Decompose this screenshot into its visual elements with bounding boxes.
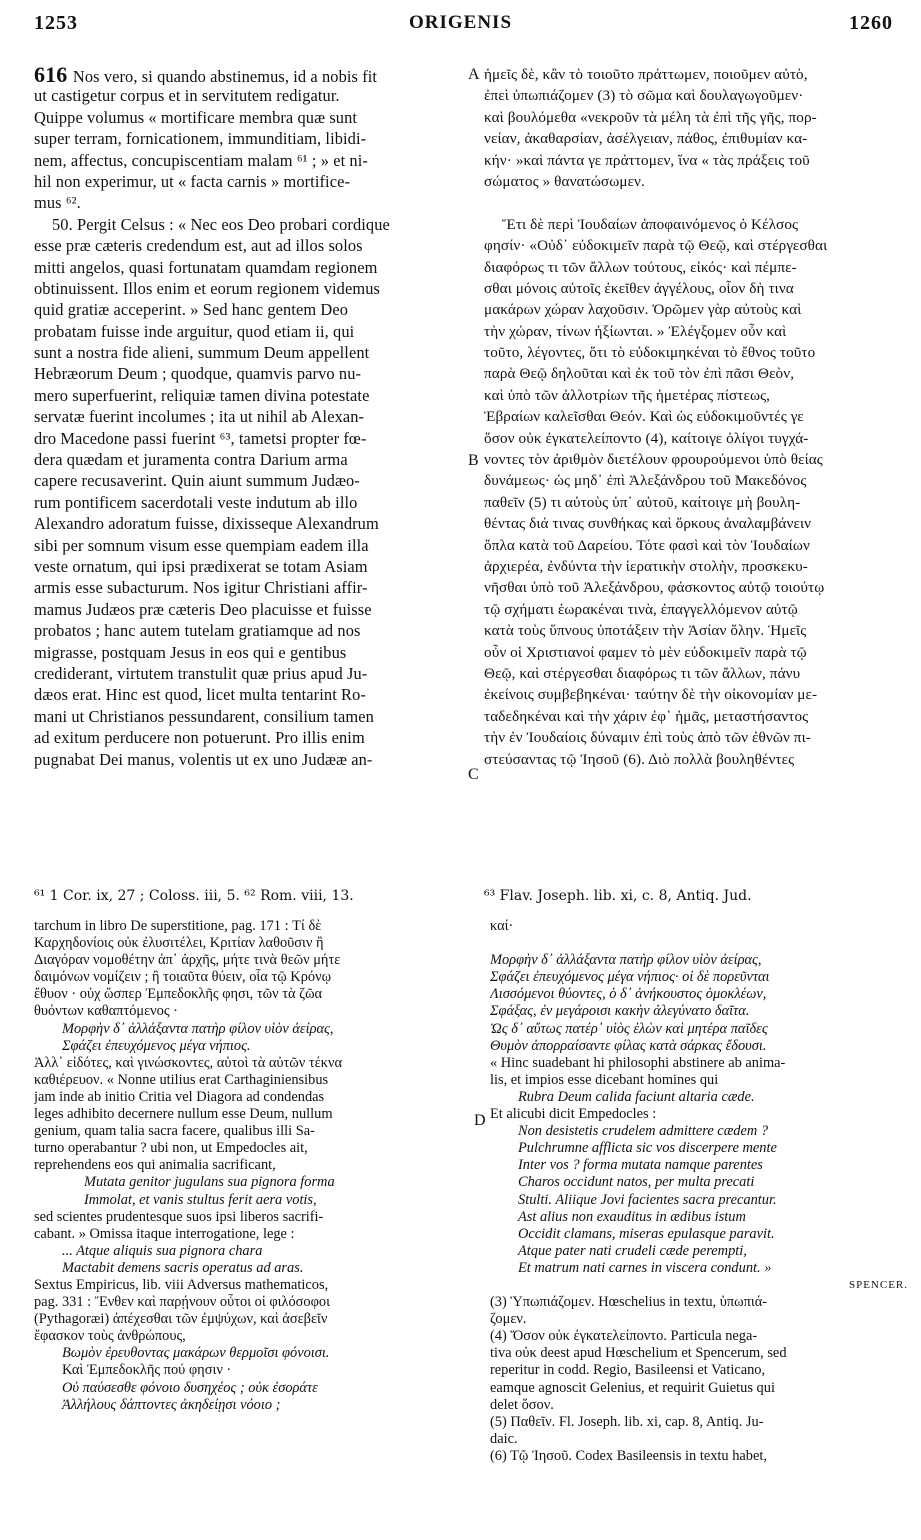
greek-text-line: ἀρχιερέα, ἐνδύντα τὴν ἱερατικὴν στολὴν, προσκεκυ- bbox=[484, 557, 808, 575]
commentary-left-line: Mactabit demens sacris operatus ad aras. bbox=[62, 1259, 304, 1276]
greek-text-line: Θεῷ, καὶ στέργεσθαι διαφόρως τι τῶν ἄλλων, πάνυ bbox=[484, 664, 801, 682]
greek-text-line: δυνάμεως· ὡς μηδ᾽ ἐπὶ Ἀλεξάνδρου τοῦ Μακεδόνος bbox=[484, 472, 807, 490]
commentary-right-line: tiva οὐκ deest apud Hœschelium et Spencerum, sed bbox=[490, 1345, 787, 1362]
latin-text-line: 50. Pergit Celsus : « Nec eos Deo probari cordique bbox=[52, 214, 390, 234]
latin-text-line: servatæ fuerint incolumes ; ita ut nihil ab Alexan- bbox=[34, 407, 365, 427]
greek-text-line: νοντες τὸν ἀριθμὸν διετέλουν φρουρούμενοι ὑπὸ θείας bbox=[484, 451, 823, 469]
greek-text-line: νῆσθαι ὑπὸ τοῦ Ἀλεξάνδρου, φάσκοντος αὐτῷ τοιούτῳ bbox=[484, 579, 825, 597]
commentary-right-line: eamque agnoscit Gelenius, et requirit Guietus qui bbox=[490, 1379, 775, 1396]
greek-text-line: νείαν, ἀκαθαρσίαν, ἀσέλγειαν, πάθος, ἐπιθυμίαν κα- bbox=[484, 130, 808, 148]
latin-text-line: capere recusaverint. Quin aiunt summum Judæo- bbox=[34, 471, 360, 491]
commentary-right-line: reperitur in codd. Regio, Basileensi et Vaticano, bbox=[490, 1362, 766, 1379]
commentary-left-line: ἔθυον · οὐχ ὥσπερ Ἐμπεδοκλῆς φησι, τῶν τὰ ζῶα bbox=[34, 986, 323, 1003]
commentary-right-line: Rubra Deum calida faciunt altaria cæde. bbox=[518, 1088, 755, 1105]
commentary-right-line: Σφάζει ἐπευχόμενος μέγα νήπιος· οἱ δὲ πορεῦνται bbox=[490, 969, 770, 986]
greek-text-line: κήν· »καὶ πάντα γε πράττομεν, ἵνα « τὰς πράξεις τοῦ bbox=[484, 151, 810, 169]
running-title: ORIGENIS bbox=[408, 12, 513, 33]
greek-text-line: ἐκείνοις συμβεβηκέναι· ταύτην δὲ τὴν οἰκονομίαν με- bbox=[484, 686, 818, 704]
commentary-right-line: SPENCER. bbox=[848, 1278, 908, 1291]
latin-text-line: Hebræorum Deum ; quodque, quamvis parvo nu- bbox=[34, 364, 362, 384]
margin-letter-a: A bbox=[468, 66, 480, 83]
commentary-right-line: ζομεν. bbox=[490, 1311, 527, 1328]
margin-letter-b: B bbox=[468, 452, 479, 469]
greek-text-line: σώματος » θανατώσωμεν. bbox=[484, 172, 645, 190]
latin-text-line: mamus Judæos præ cæteris Deo placuisse et fuisse bbox=[34, 599, 372, 619]
latin-text-line: ut castigetur corpus et in servitutem redigatur. bbox=[34, 86, 340, 106]
latin-text-line: obtinuissent. Illos enim et eorum regionem videmus bbox=[34, 278, 380, 298]
commentary-left-line: Sextus Empiricus, lib. viii Adversus mathematicos, bbox=[34, 1276, 329, 1293]
latin-text-line: mani ut Christianos pessundarent, consilium tamen bbox=[34, 706, 374, 726]
commentary-right-line: Inter vos ? forma mutata namque parentes bbox=[518, 1157, 763, 1174]
latin-text-line: quid gratiæ acceperint. » Sed hanc gentem Deo bbox=[34, 300, 348, 320]
greek-text-line: κατὰ τοὺς ὕπνους ὑποτάξειν τὴν Ἀσίαν ὅλην. Ἡμεῖς bbox=[484, 622, 807, 640]
commentary-left-line: cabant. » Omissa itaque interrogatione, lege : bbox=[34, 1225, 295, 1242]
greek-text-line: Ἔτι δὲ περὶ Ἰουδαίων ἀποφαινόμενος ὁ Κέλσος bbox=[502, 215, 799, 233]
commentary-left-line: Βωμὸν ἐρευθοντας μακάρων θερμοῖσι φόνοισι. bbox=[62, 1345, 330, 1362]
greek-text-line: φησίν· «Οὐδ᾽ εὐδοκιμεῖν παρὰ τῷ Θεῷ, καὶ στέργεσθαι bbox=[484, 237, 828, 255]
latin-text-line: nem, affectus, concupiscentiam malam ⁶¹ ; » et ni- bbox=[34, 150, 368, 170]
latin-text-line: pugnabat Dei manus, volentis ut ex uno Judææ an- bbox=[34, 749, 373, 769]
latin-text-line: sunt a nostra fide alieni, summum Deum appellent bbox=[34, 343, 370, 363]
commentary-left-line: Immolat, et vanis stultus ferit aera votis, bbox=[84, 1191, 317, 1208]
latin-text-line: dro Macedone passi fuerint ⁶³, tametsi propter fœ- bbox=[34, 428, 367, 448]
commentary-right-line: (3) Ὑπωπιάζομεν. Hœschelius in textu, ὑπωπιά- bbox=[490, 1294, 768, 1311]
latin-text-line: esse præ cæteris credendum est, aut ad illos solos bbox=[34, 236, 363, 256]
greek-text-line: θέντας διά τινας συνθήκας καὶ ὅρκους ἀναλαμβάνειν bbox=[484, 515, 812, 533]
commentary-left-line: genium, quam talia sacra facere, qualibus illi Sa- bbox=[34, 1123, 315, 1140]
greek-text-line: παθεῖν (5) τι αὐτοὺς ὑπ᾽ αὐτοῦ, καίτοιγε μὴ βουλη- bbox=[484, 493, 801, 511]
commentary-left-line: turno operabantur ? ubi non, ut Empedocles ait, bbox=[34, 1140, 308, 1157]
latin-text-line: ad exitum perducere non potuerunt. Pro illis enim bbox=[34, 728, 365, 748]
commentary-right-line: daic. bbox=[490, 1430, 518, 1447]
footnotes-left: ⁶¹ 1 Cor. ix, 27 ; Coloss. iii, 5. ⁶² Rom. viii, 13. bbox=[34, 888, 354, 904]
commentary-left-line: Μορφὴν δ᾽ ἀλλάξαντα πατὴρ φίλον υἱὸν ἀείρας, bbox=[62, 1020, 334, 1037]
page-number-left: 1253 bbox=[34, 12, 78, 34]
running-header bbox=[0, 6, 921, 36]
commentary-right-line: Ὡς δ᾽ αὔτως πατέρ᾽ υἱὸς ἑλὼν καὶ μητέρα παῖδες bbox=[490, 1020, 768, 1037]
latin-text-line: super terram, fornicationem, immunditiam, libidi- bbox=[34, 129, 367, 149]
latin-text-line: crediderant, virtutem transtulit quæ prius apud Ju- bbox=[34, 663, 368, 683]
greek-text-line: παρὰ Θεῷ δηλοῦται καὶ ἐκ τοῦ τὸν ἐπὶ πᾶσι Θεὸν, bbox=[484, 365, 795, 383]
commentary-right-line: Λισσόμενοι θύοντες, ὁ δ᾽ ἀνήκουστος ὁμοκλέων, bbox=[490, 986, 767, 1003]
greek-text-line: μακάρων χώραν λαχοῦσιν. Ὁρῶμεν γὰρ αὐτοὺς καὶ bbox=[484, 301, 802, 319]
latin-text-line: mitti angelos, quasi fortunatam quamdam regionem bbox=[34, 257, 378, 277]
latin-text-line bbox=[34, 64, 462, 85]
commentary-right-line: Μορφὴν δ᾽ ἀλλάξαντα πατὴρ φίλον υἱὸν ἀείρας, bbox=[490, 952, 762, 969]
commentary-left-line: sed scientes prudentesque suos ipsi liberos sacrifi- bbox=[34, 1208, 324, 1225]
commentary-left-line: ... Atque aliquis sua pignora chara bbox=[62, 1242, 263, 1259]
commentary-left-line: Ἀλλ᾽ εἰδότες, καὶ γινώσκοντες, αὐτοὶ τὰ αὐτῶν τέκνα bbox=[34, 1054, 342, 1071]
commentary-left-line: ἔφασκον τοὺς ἀνθρώπους, bbox=[34, 1328, 186, 1345]
margin-letter-d: D bbox=[474, 1112, 486, 1129]
commentary-left-line: tarchum in libro De superstitione, pag. 171 : Τί δὲ bbox=[34, 918, 322, 934]
greek-text-line: στεύσαντας τῷ Ἰησοῦ (6). Διὸ πολλὰ βουληθέντες bbox=[484, 750, 795, 768]
commentary-right-line: Charos occidunt natos, per multa precati bbox=[518, 1174, 755, 1191]
greek-text-line: ὅπλα κατὰ τοῦ Δαρείου. Τότε φασὶ καὶ τὸν Ἰουδαίων bbox=[484, 536, 810, 554]
greek-text-column bbox=[484, 64, 904, 770]
commentary-left-line: pag. 331 : Ἔνθεν καὶ παρῄνουν οὗτοι οἱ φιλόσοφοι bbox=[34, 1294, 330, 1311]
greek-text-line: ἐπεὶ ὑπωπιάζομεν (3) τὸ σῶμα καὶ δουλαγωγοῦμεν· bbox=[484, 87, 804, 105]
commentary-right-line: (4) Ὅσον οὐκ ἐγκατελείποντο. Particula nega- bbox=[490, 1328, 758, 1345]
commentary-right-line bbox=[490, 935, 908, 952]
footnotes-right: ⁶³ Flav. Joseph. lib. xi, c. 8, Antiq. Jud. bbox=[484, 888, 752, 904]
latin-text-line: armis esse subacturum. Nos igitur Christiani affir- bbox=[34, 578, 368, 598]
section-number: 616 bbox=[34, 64, 73, 86]
greek-text-line: καὶ βουλόμεθα «νεκροῦν τὰ μέλη τὰ ἐπὶ τῆς γῆς, πορ- bbox=[484, 108, 817, 126]
commentary-right-line: Occidit clamans, miseras epulasque paravit. bbox=[518, 1225, 775, 1242]
commentary-right-line: Et matrum nati carnes in viscera condunt. » bbox=[518, 1259, 772, 1276]
commentary-left-line: reprehendens eos qui animalia sacrificant, bbox=[34, 1157, 276, 1174]
commentary-right-line: Atque pater nati crudeli cæde perempti, bbox=[518, 1242, 747, 1259]
greek-text-line: τοῦτο, λέγοντες, ὅτι τὸ εὐδοκιμηκέναι τὸ ἔθνος τοῦτο bbox=[484, 344, 816, 362]
commentary-right-line: (5) Παθεῖν. Fl. Joseph. lib. xi, cap. 8, Antiq. Ju- bbox=[490, 1413, 764, 1430]
commentary-left-line: Καρχηδονίοις οὐκ ἐλυσιτέλει, Κριτίαν λαθοῦσιν ἢ bbox=[34, 935, 324, 952]
commentary-right-line: Et alicubi dicit Empedocles : bbox=[490, 1106, 657, 1123]
margin-letter-c: C bbox=[468, 766, 479, 783]
greek-text-line: καὶ ὑπὸ τῶν ἀλλοτρίων τῆς ἡμετέρας πίστεως, bbox=[484, 386, 771, 404]
commentary-left-line: jam inde ab initio Critia vel Diagora ad condendas bbox=[34, 1088, 325, 1105]
commentary-right-line: « Hinc suadebant hi philosophi abstinere ab anima- bbox=[490, 1054, 786, 1071]
latin-text-line: hil non experimur, ut « facta carnis » mortifice- bbox=[34, 171, 351, 191]
commentary-right-line: (6) Τῷ Ἰησοῦ. Codex Basileensis in textu habet, bbox=[490, 1447, 767, 1464]
page-number-right: 1260 bbox=[849, 12, 893, 34]
text-run: Nos vero, si quando abstinemus, id a nobis fit bbox=[72, 67, 378, 86]
commentary-right-line: Θυμὸν ἀπορραίσαντε φίλας κατὰ σάρκας ἔδουσι. bbox=[490, 1037, 767, 1054]
greek-text-line bbox=[484, 192, 904, 213]
commentary-right-line: καί· bbox=[490, 918, 514, 934]
greek-text-line: τῷ σχήματι ἑωρακέναι τινὰ, ἐπαγγελλόμενον αὐτῷ bbox=[484, 600, 798, 618]
greek-text-line: ταδεδηκέναι καὶ τὴν χάριν ἐφ᾽ ἡμᾶς, μεταστήσαντος bbox=[484, 707, 809, 725]
latin-text-line: veste ornatum, qui ipsi prædixerat se totam Asiam bbox=[34, 556, 368, 576]
commentary-left-column bbox=[34, 918, 470, 1414]
greek-text-line: ἡμεῖς δὲ, κἂν τὸ τοιοῦτο πράττωμεν, ποιοῦμεν αὐτὸ, bbox=[484, 66, 808, 83]
commentary-right-line: Non desistetis crudelem admittere cædem ? bbox=[518, 1123, 769, 1140]
greek-text-line: διαφόρως τι τῶν ἄλλων τούτους, εἰκός· καὶ πέμπε- bbox=[484, 258, 797, 276]
commentary-left-line: θυόντων καθαπτόμενος · bbox=[34, 1003, 178, 1020]
commentary-left-line: Σφάζει ἐπευχόμενος μέγα νήπιος. bbox=[62, 1037, 251, 1054]
commentary-left-line: Mutata genitor jugulans sua pignora forma bbox=[84, 1174, 335, 1191]
latin-text-column bbox=[34, 64, 462, 770]
latin-text-line: migrasse, postquam Jesus in eos qui e gentibus bbox=[34, 642, 347, 662]
commentary-right-line: Σφάξας, ἐν μεγάροισι κακὴν ἀλεγύνατο δαῖτα. bbox=[490, 1003, 750, 1020]
commentary-left-line: καθιέρευον. « Nonne utilius erat Carthaginiensibus bbox=[34, 1071, 329, 1088]
greek-text-line: τὴν χώραν, τίνων ἠξίωνται. » Ἐλέγξομεν οὖν καὶ bbox=[484, 322, 787, 340]
commentary-right-line: Stulti. Aliique Jovi facientes sacra precantur. bbox=[518, 1191, 777, 1208]
latin-text-line: mus ⁶². bbox=[34, 193, 81, 213]
commentary-left-line: Διαγόραν νομοθέτην ἀπ᾽ ἀρχῆς, μήτε τινὰ θεῶν μήτε bbox=[34, 952, 341, 969]
latin-text-line: sibi per somnum visum esse quempiam eadem illa bbox=[34, 535, 369, 555]
latin-text-line: Alexandro adoratum fuisse, dixisseque Alexandrum bbox=[34, 514, 379, 534]
greek-text-line: ὅσον οὐκ ἐγκατελείποντο (4), καίτοιγε ὀλίγοι τυγχά- bbox=[484, 429, 809, 447]
greek-text-line: τὴν ἐν Ἰουδαίοις δύναμιν ἐπὶ τοὺς ἀπὸ τῶν ἐθνῶν πι- bbox=[484, 729, 811, 747]
commentary-left-line: (Pythagoræi) ἀπέχεσθαι τῶν ἐμψύχων, καὶ ἀσεβεῖν bbox=[34, 1311, 328, 1328]
greek-text-line: Ἑβραίων καλεῖσθαι Θεόν. Καὶ ὡς εὐδοκιμοῦντές γε bbox=[484, 408, 804, 426]
commentary-left-line: leges adhibito decernere nullum esse Deum, nullum bbox=[34, 1106, 333, 1123]
commentary-right-line: Pulchrumne afflicta sic vos discerpere mente bbox=[518, 1140, 777, 1157]
commentary-right-line: delet ὅσον. bbox=[490, 1396, 554, 1413]
commentary-left-line: Ἀλλήλους δάπτοντες ἀκηδείῃσι νόοιο ; bbox=[62, 1396, 281, 1413]
commentary-right-line: Ast alius non exauditus in ædibus istum bbox=[518, 1208, 746, 1225]
latin-text-line: dæos erat. Hinc est quod, licet multa tentarint Ro- bbox=[34, 685, 366, 705]
commentary-right-column bbox=[490, 918, 908, 1465]
latin-text-line: probatam fuisse inde arguitur, quod etiam ii, qui bbox=[34, 321, 355, 341]
latin-text-line: rum pontificem sacerdotali veste indutum ab illo bbox=[34, 492, 358, 512]
latin-text-line: dera quædam et juramenta contra Darium arma bbox=[34, 450, 348, 470]
commentary-left-line: δαιμόνων νομίζειν ; ἢ τοιαῦτα θύειν, οἷα τῷ Κρόνῳ bbox=[34, 969, 332, 986]
greek-text-line: οὖν οἱ Χριστιανοί φαμεν τὸ μὲν εὐδοκιμεῖν παρὰ τῷ bbox=[484, 643, 807, 661]
greek-text-line: σθαι μόνοις αὐτοῖς ἐκεῖθεν ἀγγέλους, οἷον δὴ τινα bbox=[484, 279, 794, 297]
latin-text-line: Quippe volumus « mortificare membra quæ sunt bbox=[34, 107, 358, 127]
commentary-left-line: Οὐ παύσεσθε φόνοιο δυσηχέος ; οὐκ ἐσοράτε bbox=[62, 1379, 318, 1396]
commentary-right-line: lis, et impios esse dicebant homines qui bbox=[490, 1071, 719, 1088]
latin-text-line: mero superfuerint, reliquiæ tamen divina potestate bbox=[34, 385, 370, 405]
latin-text-line: probatos ; hanc autem tutelam gratiamque ad nos bbox=[34, 621, 361, 641]
commentary-left-line: Καὶ Ἐμπεδοκλῆς πού φησιν · bbox=[62, 1362, 232, 1379]
